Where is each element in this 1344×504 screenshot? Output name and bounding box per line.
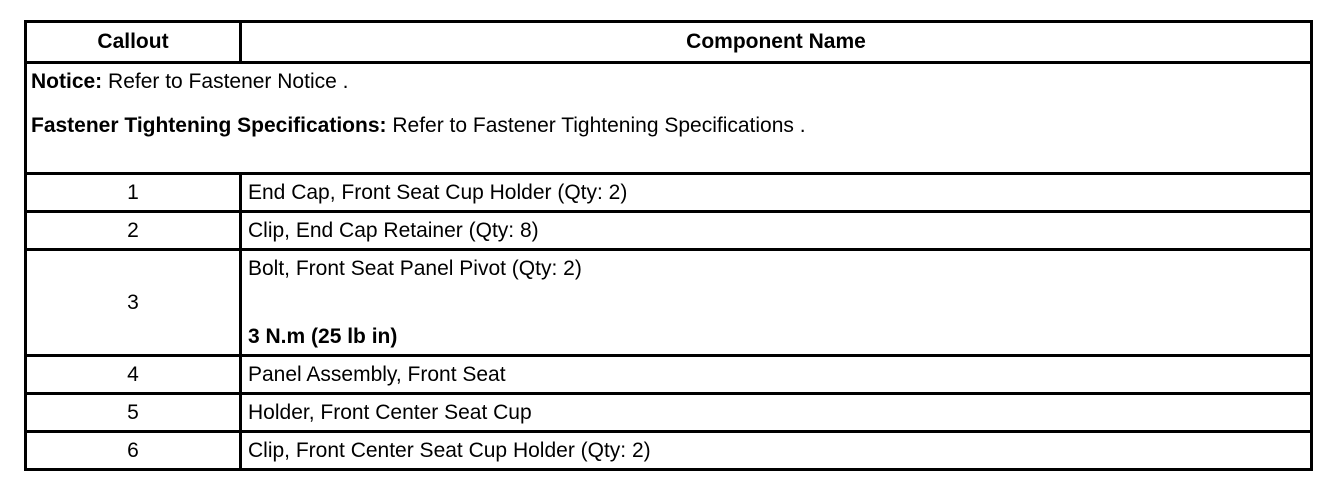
spec-line: [31, 114, 1306, 138]
component-name-cell: Holder, Front Center Seat Cup: [242, 395, 1310, 433]
table-row: [27, 357, 1310, 395]
notice-cell: [27, 64, 1310, 175]
callout-cell: 2: [27, 213, 242, 251]
callout-cell: 5: [27, 395, 242, 433]
callout-cell: 3: [27, 251, 242, 357]
table-row: [27, 251, 1310, 357]
table-row: [27, 175, 1310, 213]
component-name-cell: [242, 251, 1310, 357]
header-row: [27, 23, 1310, 64]
table-row: [27, 433, 1310, 468]
component-name-cell: End Cap, Front Seat Cup Holder (Qty: 2): [242, 175, 1310, 213]
notice-label: Notice:: [31, 70, 103, 93]
component-name-text: Bolt, Front Seat Panel Pivot (Qty: 2): [248, 256, 582, 280]
component-name-cell: Clip, End Cap Retainer (Qty: 8): [242, 213, 1310, 251]
callout-header: Callout: [27, 23, 242, 64]
notice-text: Refer to Fastener Notice .: [102, 70, 349, 93]
component-table: [24, 20, 1313, 471]
spec-label: Fastener Tightening Specifications:: [31, 114, 387, 137]
notice-line: [31, 70, 1306, 94]
spec-text: Refer to Fastener Tightening Specifications .: [386, 114, 806, 137]
component-name-cell: Clip, Front Center Seat Cup Holder (Qty: 2): [248, 438, 651, 462]
table-row: [27, 213, 1310, 251]
component-name-header: Component Name: [242, 23, 1310, 64]
component-name-cell: Panel Assembly, Front Seat: [242, 357, 1310, 395]
callout-cell: 6: [27, 433, 242, 468]
table-row: [27, 395, 1310, 433]
notice-row: [27, 64, 1310, 175]
callout-cell: 4: [27, 357, 242, 395]
callout-cell: 1: [27, 175, 242, 213]
torque-spec: 3 N.m (25 lb in): [248, 324, 398, 348]
